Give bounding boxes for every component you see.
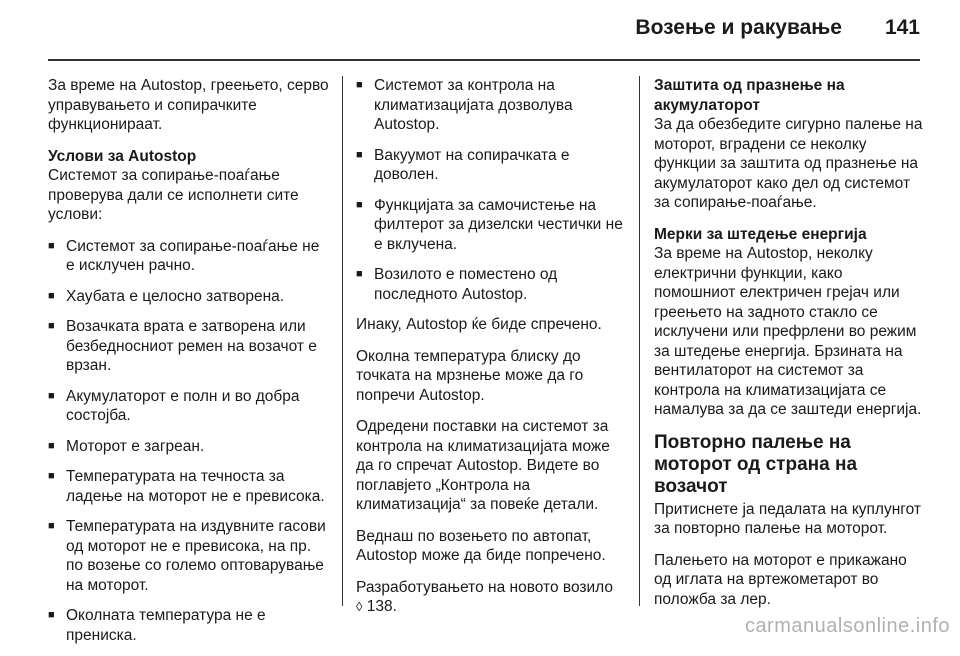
restart-paragraph-1: Притиснете ја педалата на куплунгот за повторно палење на моторот.	[654, 500, 921, 537]
watermark: carmanualsonline.info	[744, 615, 950, 637]
list-item: ■ Температурата на течноста за ладење на моторот не е превисока.	[48, 468, 325, 505]
page-header	[0, 0, 960, 62]
list-item: ■ Вакуумот на сопирачката е доволен.	[356, 146, 570, 183]
list-item: ■ Системот за контрола на климатизацијата дозволува Autostop.	[356, 77, 573, 133]
page-title: Возење и ракување	[635, 16, 842, 39]
list-item: ■ Функцијата за самочистење на филтерот за дизелски честички не е вклучена.	[356, 196, 623, 253]
bullet-square-icon: ■	[48, 439, 55, 452]
column-divider	[342, 76, 343, 606]
intro-paragraph: За време на Autostop, греењето, серво управувањето и сопирачките функционираат.	[48, 77, 329, 133]
bullet-square-icon: ■	[356, 148, 363, 161]
bullet-square-icon: ■	[356, 268, 363, 280]
energy-paragraph: За време на Autostop, неколку електрични функции, како помошниот електричен грејач или греењето на задното стакло се исклучени или префрлени во режим за штедење енергија. Брзината на вентилаторот на системот за контрола на климатизацијата се намалува за да се заштеди енергија.	[654, 245, 922, 418]
list-item: ■ Моторот е загреан.	[48, 437, 205, 455]
paragraph-running-in: Разработувањето на новото возило ◊ 138.	[356, 578, 613, 615]
header-rule	[48, 59, 920, 61]
paragraph-temperature: Околна температура блиску до точката на мрзнење може да го попречи Autostop.	[356, 347, 584, 404]
bullet-square-icon: ■	[48, 389, 55, 402]
conditions-list	[48, 237, 330, 646]
page-number: 141	[884, 16, 920, 39]
list-item: ■ Системот за сопирање-поаѓање не е исклучен рачно.	[48, 237, 320, 274]
list-item: ■ Околната температура не е прениска.	[48, 607, 266, 644]
restart-heading: Повторно палење на моторот од страна на возачот	[654, 431, 858, 497]
bullet-square-icon: ■	[48, 289, 55, 302]
list-item: ■ Температурата на издувните гасови од моторот не е превисока, на пр. по возење со големо оптоварување на моторот.	[48, 518, 326, 594]
column-3	[654, 76, 928, 621]
list-item: ■ Акумулаторот е полн и во добра состојба.	[48, 387, 300, 424]
paragraph-otherwise: Инаку, Autostop ќе биде спречено.	[356, 316, 602, 333]
list-item: ■ Возилото е поместено од последното Autostop.	[356, 266, 558, 303]
conditions-intro: Системот за сопирање-поаѓање проверува дали се исполнети сите услови:	[48, 167, 299, 223]
list-item: ■ Возачката врата е затворена или безбедносниот ремен на возачот е врзан.	[48, 318, 317, 374]
energy-heading: Мерки за штедење енергија	[654, 225, 867, 243]
column-1	[48, 76, 330, 656]
conditions-list-continued	[356, 76, 628, 304]
paragraph-climate: Одредени поставки на системот за контрола на климатизацијата може да го спречат Autostop. Видете во поглавјето „Контрола на климатизација“ за повеќе детали.	[356, 418, 610, 513]
battery-paragraph: За да обезбедите сигурно палење на моторот, вградени се неколку функции за заштита од празнење на акумулаторот како дел од системот за сопирање-поаѓање.	[654, 116, 923, 211]
conditions-heading: Услови за Autostop	[48, 147, 197, 165]
page-reference-link[interactable]: 138.	[366, 598, 397, 615]
page-reference-arrow-icon: ◊	[356, 599, 363, 614]
bullet-square-icon: ■	[48, 239, 55, 252]
column-divider	[639, 76, 640, 606]
bullet-square-icon: ■	[356, 79, 363, 91]
list-item: ■ Хаубата е целосно затворена.	[48, 287, 285, 305]
restart-paragraph-2: Палењето на моторот е прикажано од иглата на вртежометарот во положба за лер.	[654, 551, 907, 608]
battery-heading: Заштита од празнење на акумулаторот	[654, 77, 845, 114]
column-2	[356, 76, 628, 629]
bullet-square-icon: ■	[48, 470, 55, 482]
bullet-square-icon: ■	[48, 520, 55, 532]
bullet-square-icon: ■	[48, 609, 55, 621]
bullet-square-icon: ■	[48, 320, 55, 332]
bullet-square-icon: ■	[356, 198, 363, 211]
paragraph-highway: Веднаш по возењето по автопат, Autostop може да биде попречено.	[356, 527, 606, 564]
